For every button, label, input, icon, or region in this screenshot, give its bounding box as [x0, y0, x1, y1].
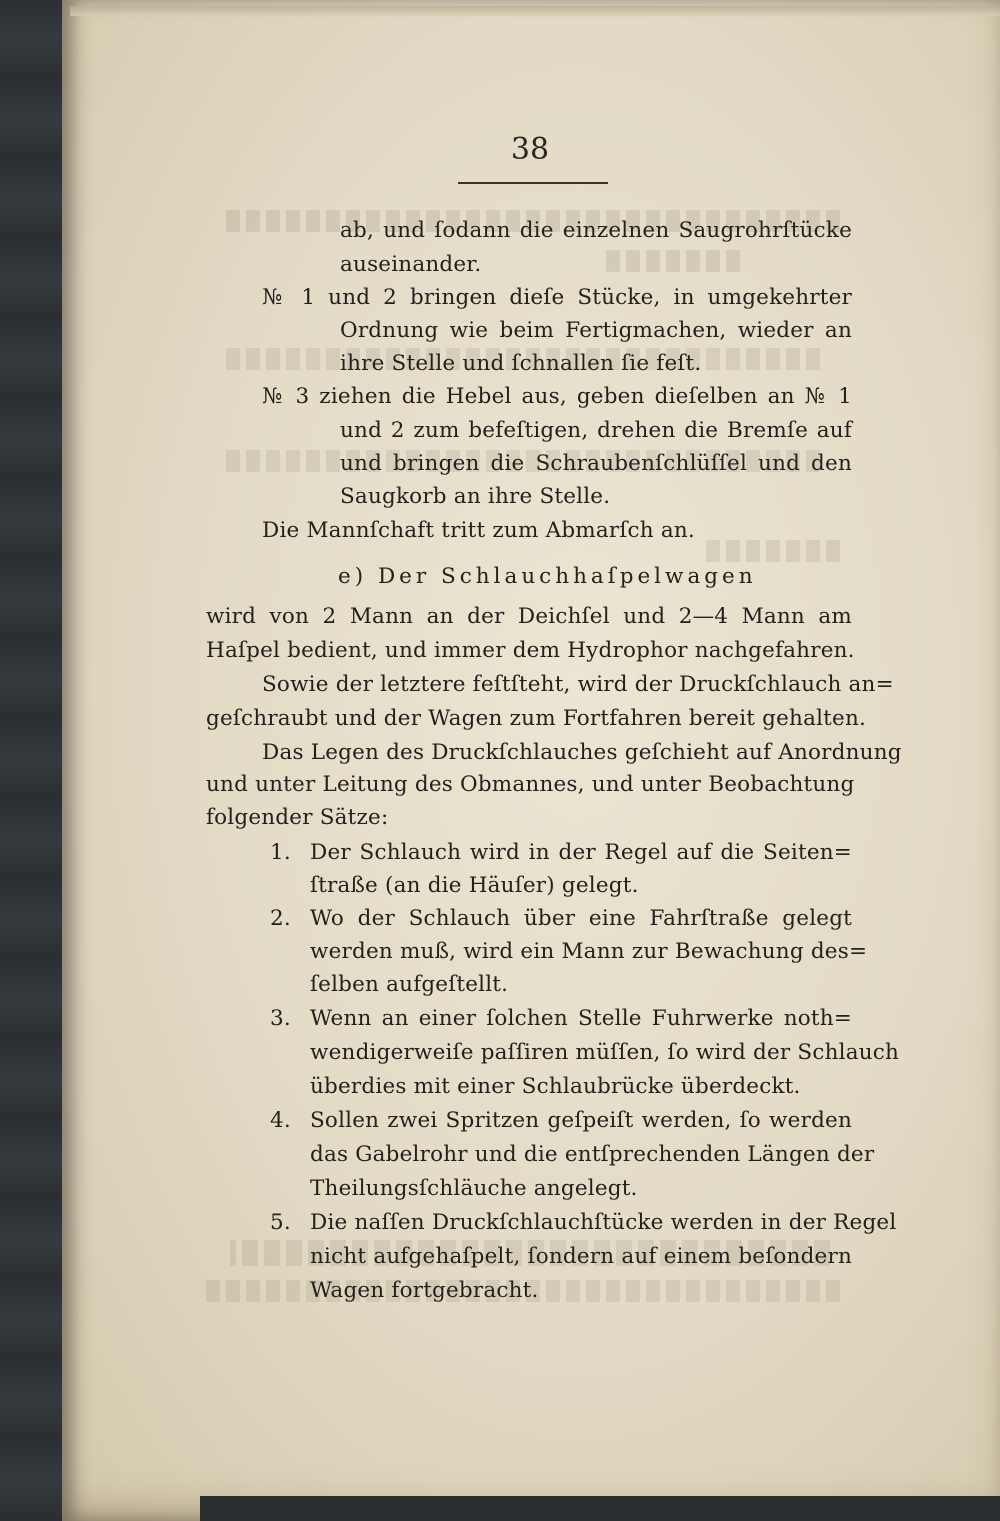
text-line: wird von 2 Mann an der Deichſel und 2—4 Mann am — [206, 604, 852, 629]
list-item-text: Wenn an einer ſolchen Stelle Fuhrwerke noth= — [310, 1006, 852, 1031]
list-item-text: überdies mit einer Schlaubrücke überdeckt. — [310, 1074, 801, 1099]
list-number: 4. — [270, 1108, 291, 1133]
text-line: und bringen die Schraubenſchlüſſel und den — [340, 451, 852, 476]
list-item-text: ſelben aufgeſtellt. — [310, 972, 509, 997]
list-number: 2. — [270, 906, 291, 931]
text-line: Ordnung wie beim Fertigmachen, wieder an — [340, 318, 852, 343]
section-heading: e) Der Schlauchhaſpelwagen — [338, 564, 757, 589]
list-item-text: wendigerweiſe paſſiren müſſen, ſo wird der Schlauch — [310, 1040, 900, 1065]
text-line: Haſpel bedient, und immer dem Hydrophor nachgefahren. — [206, 638, 855, 663]
list-number: 5. — [270, 1210, 291, 1235]
list-item-text: nicht aufgehaſpelt, ſondern auf einem beſondern — [310, 1244, 852, 1269]
text-line: № 1 und 2 bringen dieſe Stücke, in umgekehrter — [262, 285, 852, 310]
page-number: 38 — [510, 132, 550, 167]
text-line: ab, und ſodann die einzelnen Saugrohrſtücke — [340, 218, 852, 243]
list-number: 3. — [270, 1006, 291, 1031]
text-line: Saugkorb an ihre Stelle. — [340, 484, 611, 509]
list-item-text: Der Schlauch wird in der Regel auf die Seiten= — [310, 840, 852, 865]
text-line: und 2 zum befeſtigen, drehen die Bremſe auf — [340, 418, 852, 443]
text-line: folgender Sätze: — [206, 805, 389, 830]
text-line: ihre Stelle und ſchnallen ſie feſt. — [340, 351, 702, 376]
list-item-text: Sollen zwei Spritzen geſpeiſt werden, ſo werden — [310, 1108, 852, 1133]
text-line: Die Mannſchaft tritt zum Abmarſch an. — [262, 518, 695, 543]
list-item-text: Wagen fortgebracht. — [310, 1278, 539, 1303]
text-line: № 3 ziehen die Hebel aus, geben dieſelben an № 1 — [262, 384, 852, 409]
list-item-text: Theilungsſchläuche angelegt. — [310, 1176, 638, 1201]
list-item-text: ſtraße (an die Häuſer) gelegt. — [310, 873, 639, 898]
text-line: auseinander. — [340, 252, 482, 277]
list-number: 1. — [270, 840, 291, 865]
text-line: geſchraubt und der Wagen zum Fortfahren bereit gehalten. — [206, 706, 867, 731]
list-item-text: Die naſſen Druckſchlauchſtücke werden in der Regel — [310, 1210, 897, 1235]
list-item-text: werden muß, wird ein Mann zur Bewachung des= — [310, 939, 868, 964]
text-line: und unter Leitung des Obmannes, und unter Beobachtung — [206, 772, 855, 797]
list-item-text: Wo der Schlauch über eine Fahrſtraße gelegt — [310, 906, 852, 931]
list-item-text: das Gabelrohr und die entſprechenden Längen der — [310, 1142, 875, 1167]
text-line: Sowie der letztere feſtſteht, wird der Druckſchlauch an= — [262, 672, 894, 697]
text-line: Das Legen des Druckſchlauches geſchieht auf Anordnung — [262, 740, 902, 765]
